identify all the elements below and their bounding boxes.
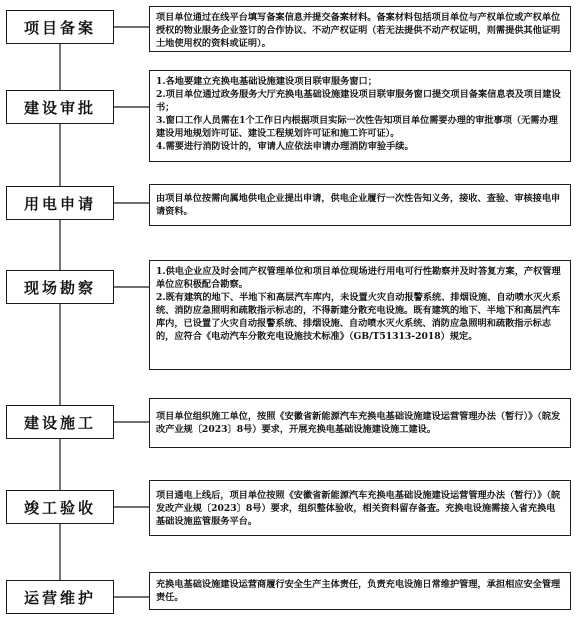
desc-line: 项目通电上线后，项目单位按照《安徽省新能源汽车充换电基础设施建设运营管理办法（暂行）》（皖发改产业规〔2023〕8号）要求，组织整体验收，相关资料留存备查。充换电设施需接入省充换电基础设施监管服务平台。	[156, 489, 561, 527]
desc-line: 3.窗口工作人员需在1个工作日内根据项目实际一次性告知项目单位需要办理的审批事项（无需办理建设用地规划许可证、建设工程规划许可证和施工许可证）。	[156, 115, 558, 139]
step-project-filing: 项目备案	[6, 10, 114, 44]
desc-site-survey	[149, 260, 571, 370]
desc-line: 由项目单位按需向属地供电企业提出申请，供电企业履行一次性告知义务，接收、查验、审核接电申请资料。	[156, 193, 561, 217]
desc-completion-acceptance	[149, 480, 571, 536]
step-power-application: 用电申请	[6, 186, 114, 220]
desc-line: 1.各地要建立充换电基础设施建设项目联审服务窗口；	[156, 76, 377, 87]
desc-line: 2.项目单位通过政务服务大厅充换电基础设施建设项目联审服务窗口提交项目备案信息表及项目建设书；	[156, 89, 561, 113]
desc-line: 4.需要进行消防设计的，审请人应依法申请办理消防审验手续。	[156, 141, 414, 152]
desc-line: 2.既有建筑的地下、半地下和高层汽车库内，未设置火灾自动报警系统、排烟设施、自动喷水灭火系统、消防应急照明和疏散指示标志的，不得新建分散充电设施。既有建筑的地下、半地下和高层汽车库内，已设置了火灾自动报警系统、排烟设施、自动喷水灭火系统、消防应急照明和疏散指示标志的，应符合《电动汽车分散充电设施技术标准》（GB/T51313-2018）规定。	[156, 292, 561, 342]
desc-line: 项目单位组织施工单位，按照《安徽省新能源汽车充换电基础设施建设运营管理办法（暂行）》（皖发改产业规〔2023〕8号）要求，开展充换电基础设施建设施工建设。	[156, 411, 561, 435]
desc-construction-approval	[149, 70, 571, 162]
step-construction-approval: 建设审批	[6, 90, 114, 124]
desc-construction	[149, 398, 571, 448]
step-site-survey: 现场勘察	[6, 270, 114, 304]
desc-line: 充换电基础设施建设运营商履行安全生产主体责任，负责充电设施日常维护管理，承担相应安全管理责任。	[156, 579, 561, 603]
desc-line: 项目单位通过在线平台填写备案信息并提交备案材料。备案材料包括项目单位与产权单位或产权单位授权的物业服务企业签订的合作协议、不动产权证明（若无法提供不动产权证明，则需提供其他证明土地使用权的资料或证明）。	[156, 12, 561, 49]
step-completion-acceptance: 竣工验收	[6, 490, 114, 524]
desc-line: 1.供电企业应及时会同产权管理单位和项目单位现场进行用电可行性勘察并及时答复方案，产权管理单位应积极配合勘察。	[156, 266, 561, 290]
desc-power-application	[149, 184, 571, 226]
desc-operation-maintenance	[149, 572, 571, 610]
step-construction: 建设施工	[6, 405, 114, 439]
desc-project-filing	[149, 6, 571, 52]
step-operation-maintenance: 运营维护	[6, 580, 114, 614]
